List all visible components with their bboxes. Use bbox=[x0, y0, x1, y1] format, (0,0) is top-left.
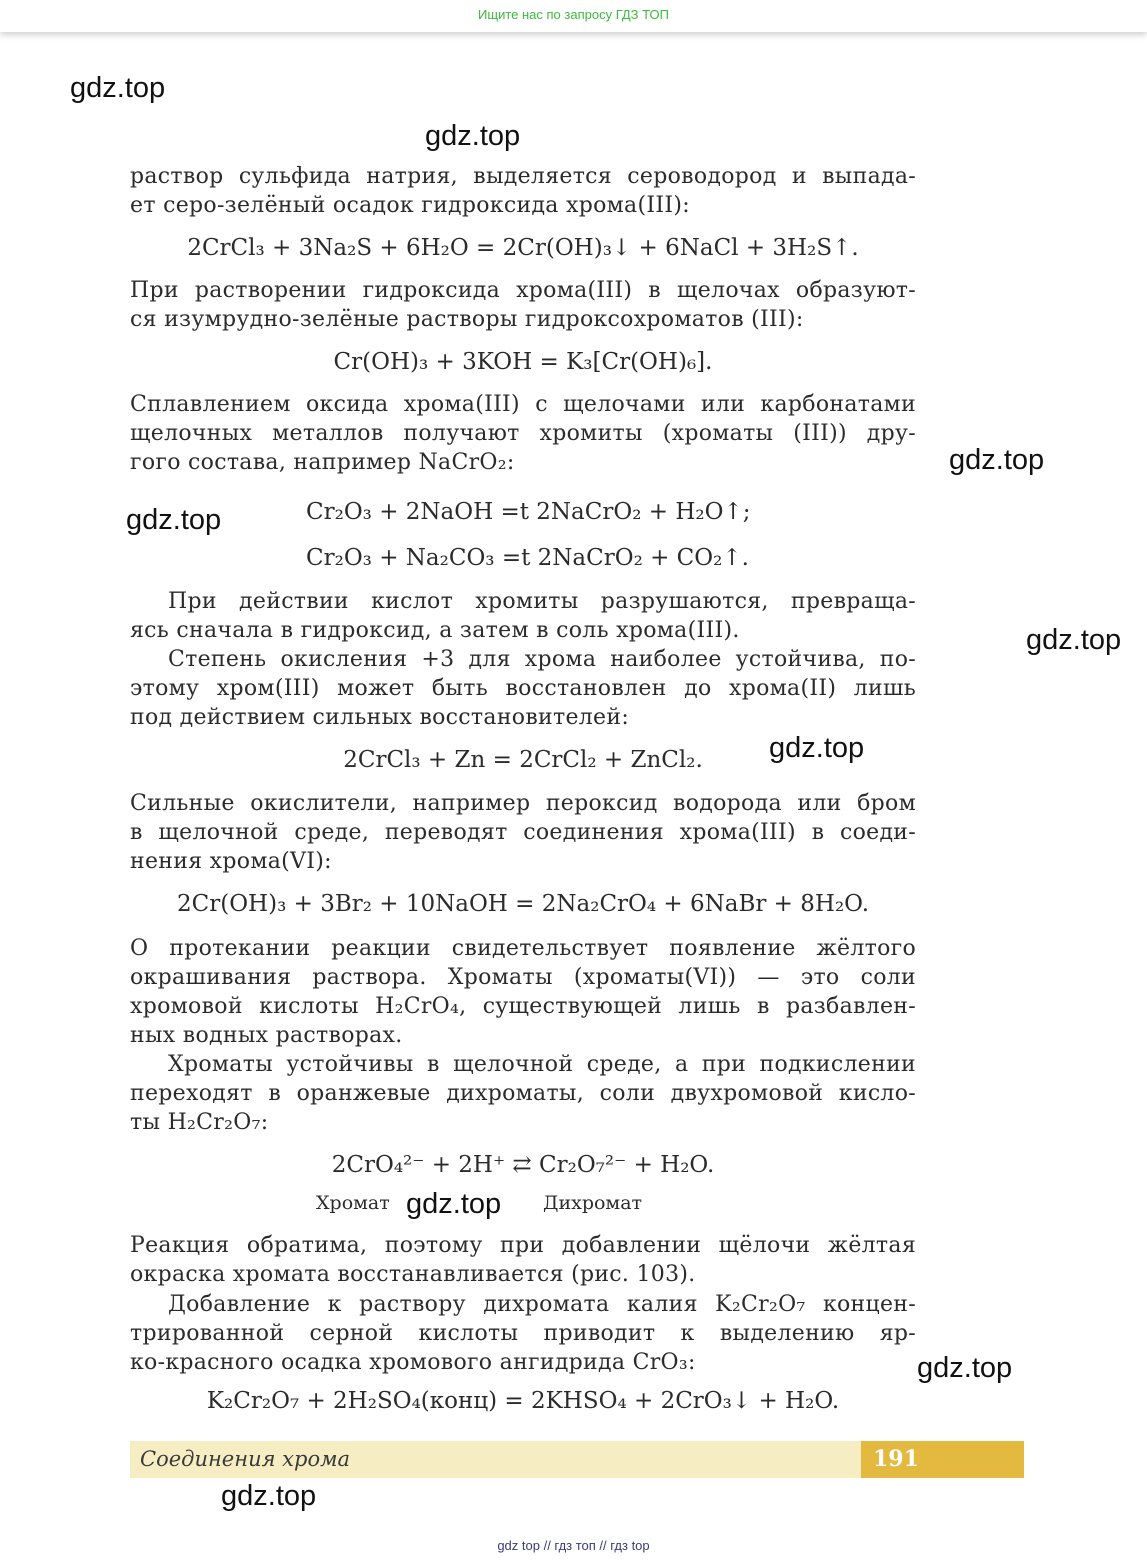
text-line: раствор сульфида натрия, выделяется сероводород и выпада- bbox=[130, 164, 916, 189]
watermark: gdz.top bbox=[917, 1352, 1013, 1384]
text-line: трированной серной кислоты приводит к выделению яр- bbox=[130, 1321, 916, 1346]
text-line: О протекании реакции свидетельствует появление жёлтого bbox=[130, 936, 916, 961]
text-line: ты H₂Cr₂O₇: bbox=[130, 1110, 269, 1135]
equation: K₂Cr₂O₇ + 2H₂SO₄(конц) = 2KHSO₄ + 2CrO₃↓ + H₂O. bbox=[206, 1388, 840, 1414]
text-line: в щелочной среде, переводят соединения хрома(III) в соеди- bbox=[130, 820, 916, 845]
text-line: Реакция обратима, поэтому при добавлении щёлочи жёлтая bbox=[130, 1233, 916, 1258]
text-line: Степень окисления +3 для хрома наиболее устойчива, по- bbox=[168, 647, 916, 672]
text-line: ясь сначала в гидроксид, а затем в соль хрома(III). bbox=[130, 618, 740, 643]
equation: Cr₂O₃ + 2NaOH =t 2NaCrO₂ + H₂O↑; bbox=[306, 499, 751, 525]
text-line: этому хром(III) может быть восстановлен до хрома(II) лишь bbox=[130, 676, 916, 701]
text-line: хромовой кислоты H₂CrO₄, существующей лишь в разбавлен- bbox=[130, 994, 916, 1019]
text-line: ет серо-зелёный осадок гидроксида хрома(III): bbox=[130, 193, 690, 218]
text-line: ных водных растворах. bbox=[130, 1023, 403, 1048]
text-line: Добавление к раствору дихромата калия K₂Cr₂O₇ концен- bbox=[168, 1292, 916, 1317]
section-title: Соединения хрома bbox=[140, 1447, 351, 1471]
text-line: Сильные окислители, например пероксид водорода или бром bbox=[130, 791, 916, 816]
bottom-links[interactable]: gdz top // гдз топ // гдз top bbox=[497, 1538, 650, 1553]
equation: 2CrCl₃ + 3Na₂S + 6H₂O = 2Cr(OH)₃↓ + 6NaCl + 3H₂S↑. bbox=[187, 235, 859, 261]
watermark: gdz.top bbox=[70, 72, 166, 104]
text-line: При действии кислот хромиты разрушаются, превраща- bbox=[168, 589, 916, 614]
text-line: ся изумрудно-зелёные растворы гидроксохроматов (III): bbox=[130, 307, 804, 332]
watermark: gdz.top bbox=[425, 120, 521, 152]
text-line: переходят в оранжевые дихроматы, соли двухромовой кисло- bbox=[130, 1081, 916, 1106]
text-line: При растворении гидроксида хрома(III) в щелочах образуют- bbox=[130, 278, 916, 303]
text-line: нения хрома(VI): bbox=[130, 849, 332, 874]
text-line: под действием сильных восстановителей: bbox=[130, 705, 630, 730]
watermark: gdz.top bbox=[769, 732, 865, 764]
text-line: ко-красного осадка хромового ангидрида CrO₃: bbox=[130, 1350, 696, 1375]
equation: 2Cr(OH)₃ + 3Br₂ + 10NaOH = 2Na₂CrO₄ + 6NaBr + 8H₂O. bbox=[177, 891, 869, 917]
equation: 2CrCl₃ + Zn = 2CrCl₂ + ZnCl₂. bbox=[343, 747, 703, 773]
text-line: щелочных металлов получают хромиты (хроматы (III)) дру- bbox=[130, 421, 916, 446]
caption-chromate: Хромат bbox=[316, 1192, 390, 1214]
caption-dichromate: Дихромат bbox=[543, 1192, 643, 1214]
equation: 2CrO₄²⁻ + 2H⁺ ⇄ Cr₂O₇²⁻ + H₂O. bbox=[331, 1152, 715, 1178]
watermark: gdz.top bbox=[1026, 624, 1122, 656]
watermark: gdz.top bbox=[126, 504, 222, 536]
watermark: gdz.top bbox=[406, 1188, 502, 1220]
text-line: Хроматы устойчивы в щелочной среде, а при подкислении bbox=[168, 1052, 916, 1077]
equation: Cr(OH)₃ + 3KOH = K₃[Cr(OH)₆]. bbox=[333, 349, 713, 375]
equation: Cr₂O₃ + Na₂CO₃ =t 2NaCrO₂ + CO₂↑. bbox=[306, 545, 749, 571]
top-banner[interactable]: Ищите нас по запросу ГДЗ ТОП bbox=[0, 0, 1147, 32]
text-line: окраска хромата восстанавливается (рис. 103). bbox=[130, 1262, 696, 1287]
watermark: gdz.top bbox=[949, 444, 1045, 476]
text-line: Сплавлением оксида хрома(III) с щелочами или карбонатами bbox=[130, 392, 916, 417]
text-line: окрашивания раствора. Хроматы (хроматы(VI)) — это соли bbox=[130, 965, 916, 990]
page-number: 191 bbox=[861, 1441, 1024, 1478]
text-line: гого состава, например NaCrO₂: bbox=[130, 450, 515, 475]
watermark: gdz.top bbox=[221, 1480, 317, 1512]
